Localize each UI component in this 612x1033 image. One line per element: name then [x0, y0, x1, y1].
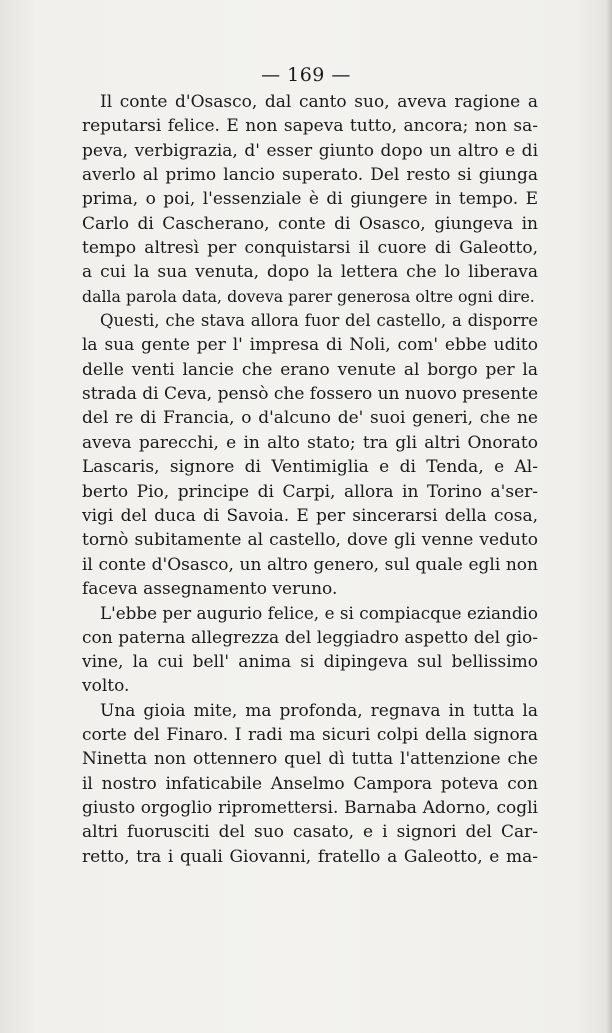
text-line: Una gioia mite, ma profonda, regnava in tutta la	[100, 700, 538, 721]
body-text	[82, 90, 538, 869]
text-line: L'ebbe per augurio felice, e si compiacque eziandio	[100, 603, 538, 624]
text-line: Ninetta non ottennero quel dì tutta l'attenzione che	[82, 749, 538, 770]
text-line: a cui la sua venuta, dopo la lettera che lo liberava	[82, 262, 538, 283]
text-line: del re di Francia, o d'alcuno de' suoi generi, che ne	[82, 408, 538, 429]
text-line: dalla parola data, doveva parer generosa oltre ogni dire.	[82, 286, 535, 306]
text-line: giusto orgoglio ripromettersi. Barnaba Adorno, cogli	[82, 797, 538, 818]
text-line: retto, tra i quali Giovanni, fratello a Galeotto, e ma-	[82, 846, 538, 867]
text-line: Lascaris, signore di Ventimiglia e di Tenda, e Al-	[82, 457, 538, 478]
text-line: faceva assegnamento veruno.	[82, 578, 338, 599]
text-line: Questi, che stava allora fuor del castello, a disporre	[100, 311, 538, 331]
text-line: tempo altresì per conquistarsi il cuore di Galeotto,	[82, 238, 538, 259]
text-line: berto Pio, principe di Carpi, allora in Torino a'ser-	[82, 481, 538, 502]
text-line: delle venti lancie che erano venute al borgo per la	[82, 359, 538, 380]
text-line: con paterna allegrezza del leggiadro aspetto del gio-	[82, 627, 538, 648]
text-line: il nostro infaticabile Anselmo Campora poteva con	[82, 773, 538, 794]
page-edge-shadow	[606, 0, 612, 1033]
text-line: la sua gente per l' impresa di Noli, com' ebbe udito	[82, 335, 538, 356]
text-line: Il conte d'Osasco, dal canto suo, aveva ragione a	[100, 92, 538, 112]
text-line: prima, o poi, l'essenziale è di giungere in tempo. E	[82, 189, 538, 210]
text-line: corte del Finaro. I radi ma sicuri colpi della signora	[82, 724, 538, 745]
page-number-header: — 169 —	[261, 64, 351, 86]
text-line: strada di Ceva, pensò che fossero un nuovo presente	[82, 384, 538, 405]
text-line: Carlo di Cascherano, conte di Osasco, giungeva in	[82, 213, 538, 234]
text-line: volto.	[82, 676, 130, 697]
text-line: tornò subitamente al castello, dove gli venne veduto	[82, 530, 538, 551]
text-line: vigi del duca di Savoia. E per sincerarsi della cosa,	[82, 505, 538, 526]
text-line: reputarsi felice. E non sapeva tutto, ancora; non sa-	[82, 116, 538, 137]
text-line: vine, la cui bell' anima si dipingeva sul bellissimo	[82, 651, 538, 672]
text-line: peva, verbigrazia, d' esser giunto dopo un altro e di	[82, 140, 538, 161]
text-line: altri fuorusciti del suo casato, e i signori del Car-	[82, 822, 538, 843]
text-line: il conte d'Osasco, un altro genero, sul quale egli non	[82, 554, 538, 575]
text-line: aveva parecchi, e in alto stato; tra gli altri Onorato	[82, 432, 538, 453]
text-line: averlo al primo lancio superato. Del resto si giunga	[82, 165, 538, 186]
